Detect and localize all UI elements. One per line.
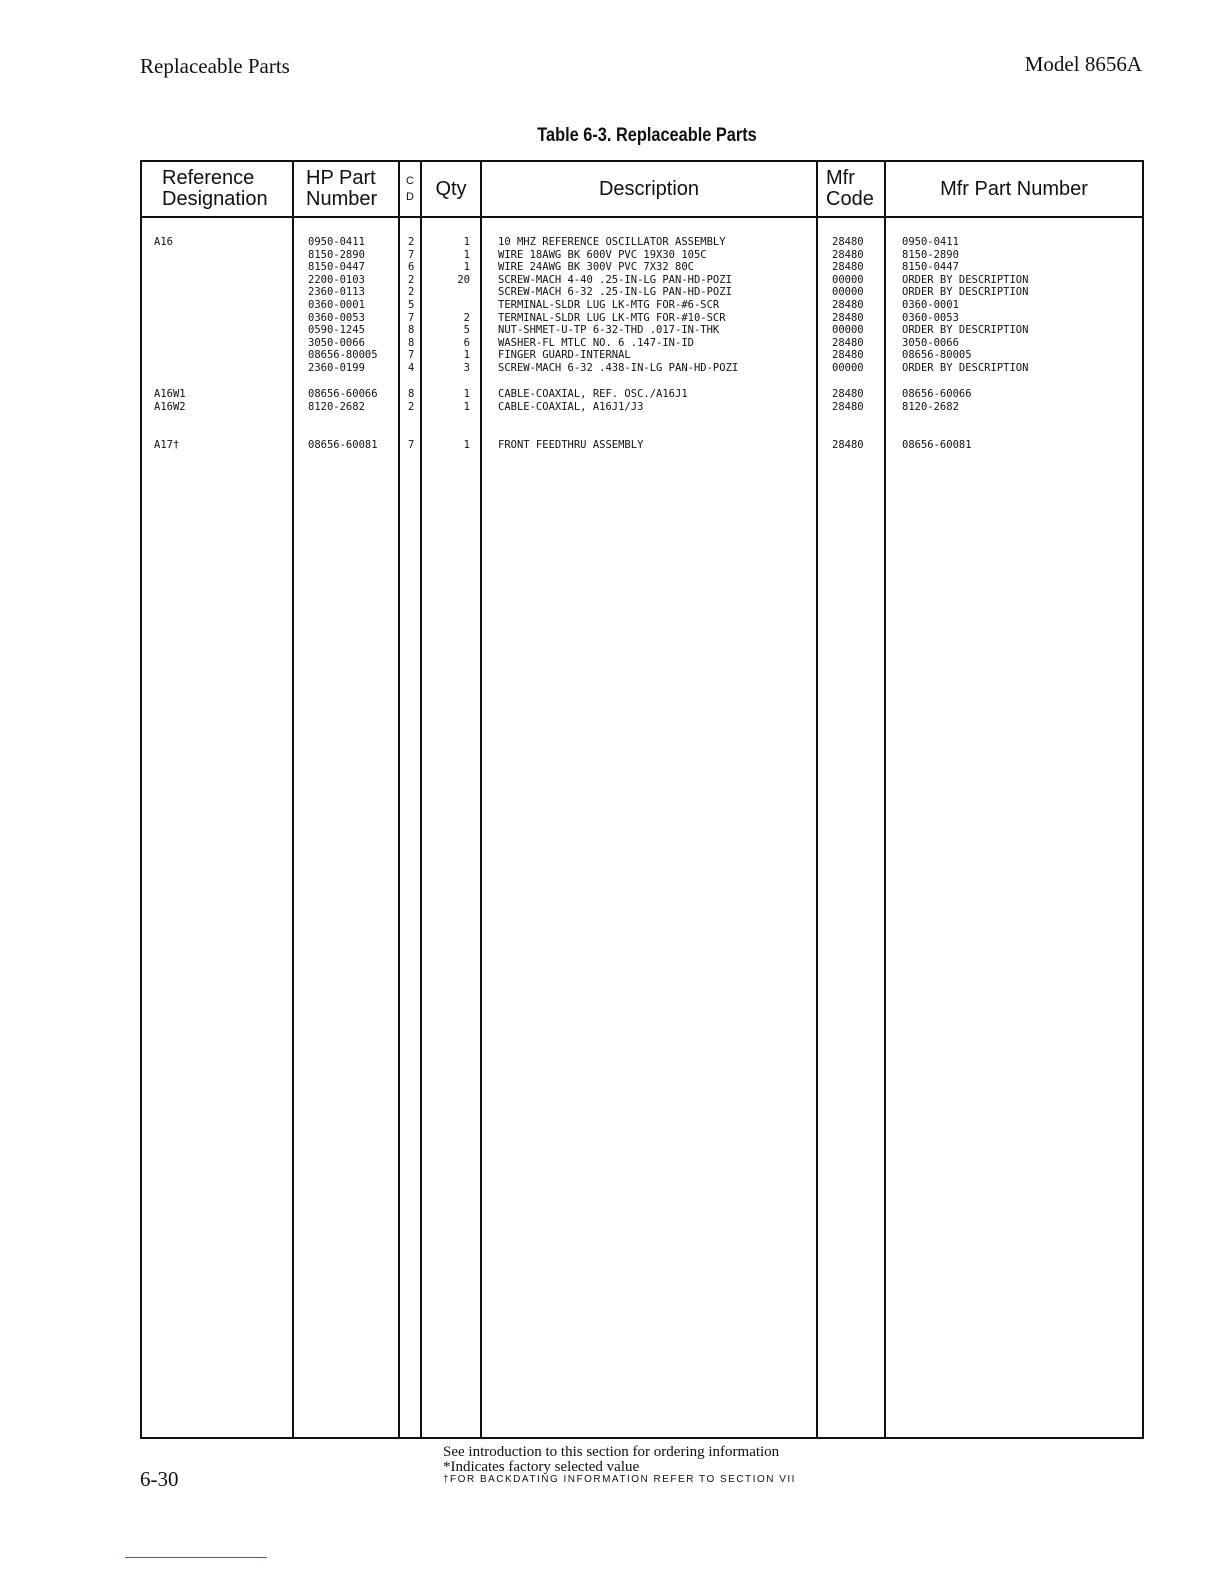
factory-selected-note: *Indicates factory selected value — [443, 1459, 640, 1475]
quantity: 1 — [463, 400, 470, 413]
header-text: Code — [826, 188, 874, 210]
parts-table — [140, 160, 1144, 1439]
quantity: 1 — [463, 439, 470, 451]
mfr-code: 28480 — [832, 336, 864, 349]
description: TERMINAL-SLDR LUG LK-MTG FOR-#10-SCR — [498, 311, 726, 324]
mfr-code: 00000 — [832, 362, 864, 374]
mfr-code: 28480 — [832, 299, 864, 311]
table-row — [140, 337, 1144, 350]
hp-part-number: 8150-0447 — [308, 261, 365, 274]
mfr-part-number: 3050-0066 — [902, 336, 959, 349]
mfr-part-number: 08656-60081 — [902, 439, 972, 451]
hp-part-number: 2200-0103 — [308, 273, 365, 286]
description: WASHER-FL MTLC NO. 6 .147-IN-ID — [498, 336, 694, 349]
check-digit: 2 — [408, 236, 415, 248]
reference-designation: A16W2 — [154, 400, 186, 413]
check-digit: 2 — [408, 400, 415, 413]
table-row — [140, 261, 1144, 274]
column-header-reference — [162, 162, 292, 216]
check-digit: 7 — [408, 248, 415, 261]
header-text: Mfr — [826, 167, 855, 189]
hp-part-number: 2360-0113 — [308, 286, 365, 299]
running-header-model: Model 8656A — [1024, 52, 1142, 76]
mfr-part-number: 0360-0001 — [902, 299, 959, 311]
table-row — [140, 324, 1144, 337]
header-text: Number — [306, 188, 378, 210]
mfr-code: 00000 — [832, 286, 864, 299]
ordering-note: See introduction to this section for ordering information — [443, 1444, 780, 1460]
quantity: 1 — [463, 248, 470, 261]
quantity: 1 — [463, 388, 470, 400]
mfr-part-number: ORDER BY DESCRIPTION — [902, 324, 1029, 337]
column-header-hp-part — [306, 162, 398, 216]
hp-part-number: 2360-0199 — [308, 362, 365, 374]
table-row — [140, 349, 1144, 362]
column-header-mfr-part-number: Mfr Part Number — [940, 177, 1088, 200]
mfr-part-number: ORDER BY DESCRIPTION — [902, 286, 1029, 299]
mfr-part-number: 8150-2890 — [902, 248, 959, 261]
mfr-part-number: ORDER BY DESCRIPTION — [902, 362, 1029, 374]
quantity: 2 — [463, 311, 470, 324]
column-header-cd — [400, 162, 420, 216]
check-digit: 4 — [408, 362, 415, 374]
mfr-code: 00000 — [832, 273, 864, 286]
description: WIRE 24AWG BK 300V PVC 7X32 80C — [498, 261, 694, 274]
mfr-code: 28480 — [832, 439, 864, 451]
hp-part-number: 08656-60081 — [308, 439, 378, 451]
quantity: 5 — [463, 324, 470, 337]
check-digit: 2 — [408, 286, 415, 299]
table-row — [140, 401, 1144, 414]
description: SCREW-MACH 6-32 .25-IN-LG PAN-HD-POZI — [498, 286, 732, 299]
header-text: D — [406, 191, 414, 203]
table-row — [140, 274, 1144, 287]
quantity: 1 — [463, 349, 470, 362]
check-digit: 5 — [408, 299, 415, 311]
mfr-part-number: 08656-60066 — [902, 388, 972, 400]
reference-designation: A16 — [154, 236, 173, 248]
hp-part-number: 0360-0001 — [308, 299, 365, 311]
table-row — [140, 236, 1144, 249]
mfr-part-number: 0950-0411 — [902, 236, 959, 248]
quantity: 20 — [457, 273, 470, 286]
check-digit: 8 — [408, 388, 415, 400]
description: SCREW-MACH 4-40 .25-IN-LG PAN-HD-POZI — [498, 273, 732, 286]
mfr-part-number: 08656-80005 — [902, 349, 972, 362]
column-header-description: Description — [598, 177, 700, 200]
table-row — [140, 299, 1144, 312]
mfr-part-number: 0360-0053 — [902, 311, 959, 324]
hp-part-number: 0950-0411 — [308, 236, 365, 248]
hp-part-number: 8150-2890 — [308, 248, 365, 261]
reference-designation: A17† — [154, 439, 180, 451]
description: FRONT FEEDTHRU ASSEMBLY — [498, 439, 644, 451]
table-row — [140, 312, 1144, 325]
description: CABLE-COAXIAL, A16J1/J3 — [498, 400, 644, 413]
table-row — [140, 439, 1144, 452]
check-digit: 8 — [408, 336, 415, 349]
description: WIRE 18AWG BK 600V PVC 19X30 105C — [498, 248, 707, 261]
quantity: 1 — [463, 236, 470, 248]
page-number: 6-30 — [140, 1467, 179, 1491]
description: CABLE-COAXIAL, REF. OSC./A16J1 — [498, 388, 688, 400]
check-digit: 7 — [408, 349, 415, 362]
mfr-code: 28480 — [832, 311, 864, 324]
mfr-part-number: ORDER BY DESCRIPTION — [902, 273, 1029, 286]
mfr-code: 28480 — [832, 388, 864, 400]
table-row — [140, 388, 1144, 401]
column-header-qty: Qty — [435, 177, 467, 200]
check-digit: 7 — [408, 439, 415, 451]
header-text: Reference — [162, 167, 255, 189]
mfr-code: 28480 — [832, 400, 864, 413]
mfr-code: 28480 — [832, 349, 864, 362]
backdating-note: †FOR BACKDATING INFORMATION REFER TO SECTION VII — [443, 1474, 796, 1485]
quantity: 6 — [463, 336, 470, 349]
mfr-code: 28480 — [832, 261, 864, 274]
reference-designation: A16W1 — [154, 388, 186, 400]
header-text: HP Part — [306, 167, 376, 189]
description: 10 MHZ REFERENCE OSCILLATOR ASSEMBLY — [498, 236, 726, 248]
description: TERMINAL-SLDR LUG LK-MTG FOR-#6-SCR — [498, 299, 720, 311]
mfr-part-number: 8150-0447 — [902, 261, 959, 274]
header-text: Designation — [162, 188, 268, 210]
header-text: C — [406, 175, 414, 187]
check-digit: 7 — [408, 311, 415, 324]
table-title: Table 6-3. Replaceable Parts — [537, 125, 757, 146]
mfr-code: 28480 — [832, 236, 864, 248]
mfr-part-number: 8120-2682 — [902, 400, 959, 413]
column-header-mfr-code — [826, 162, 884, 216]
bottom-rule — [125, 1557, 267, 1558]
quantity: 1 — [463, 261, 470, 274]
mfr-code: 28480 — [832, 248, 864, 261]
hp-part-number: 0360-0053 — [308, 311, 365, 324]
mfr-code: 00000 — [832, 324, 864, 337]
description: SCREW-MACH 6-32 .438-IN-LG PAN-HD-POZI — [498, 362, 739, 374]
table-row — [140, 362, 1144, 375]
quantity: 3 — [463, 362, 470, 374]
hp-part-number: 08656-80005 — [308, 349, 378, 362]
check-digit: 2 — [408, 273, 415, 286]
footnotes — [443, 1445, 779, 1475]
hp-part-number: 3050-0066 — [308, 336, 365, 349]
hp-part-number: 8120-2682 — [308, 400, 365, 413]
check-digit: 8 — [408, 324, 415, 337]
check-digit: 6 — [408, 261, 415, 274]
description: FINGER GUARD-INTERNAL — [498, 349, 631, 362]
table-row — [140, 286, 1144, 299]
header-rule — [140, 216, 1144, 218]
hp-part-number: 0590-1245 — [308, 324, 365, 337]
running-header-section: Replaceable Parts — [140, 54, 290, 78]
hp-part-number: 08656-60066 — [308, 388, 378, 400]
description: NUT-SHMET-U-TP 6-32-THD .017-IN-THK — [498, 324, 720, 337]
table-row — [140, 249, 1144, 262]
